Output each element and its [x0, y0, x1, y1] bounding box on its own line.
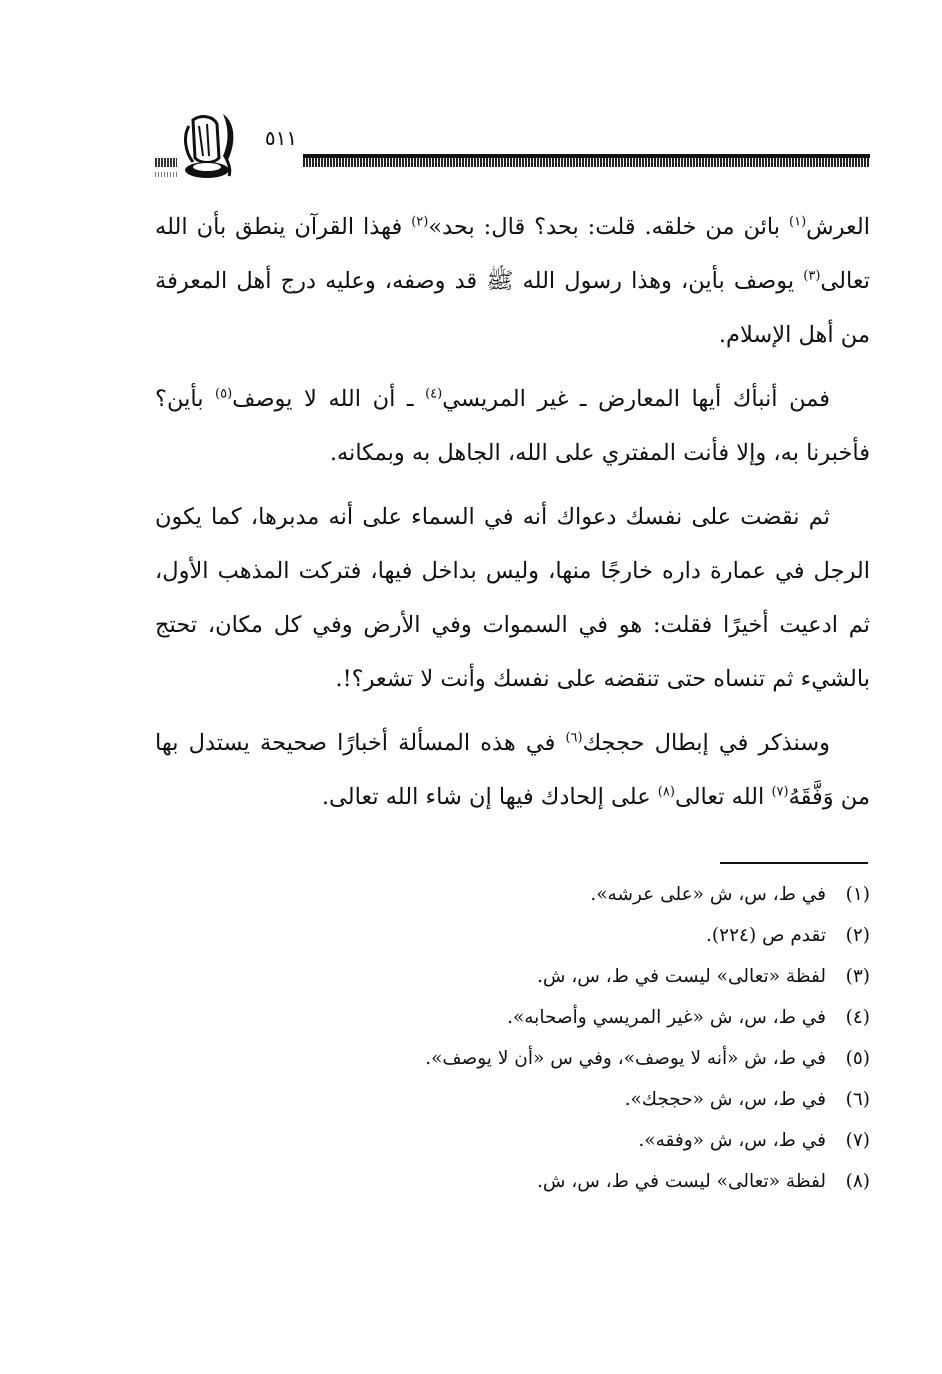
footnote-marker: (٥): [215, 386, 233, 402]
footnote-item: [155, 997, 870, 1038]
footnote-text: في ط، س، ش «غير المريسي وأصحابه».: [507, 1007, 826, 1028]
footnote-item: [155, 1161, 870, 1202]
footnote-item: [155, 915, 870, 956]
page-number: ٥١١: [264, 126, 298, 150]
footnote-text: لفظة «تعالى» ليست في ط، س، ش.: [536, 966, 826, 987]
footnote-text: في ط، ش «أنه لا يوصف»، وفي س «أن لا يوصف».: [425, 1048, 826, 1069]
paragraph-text: العرش: [806, 214, 870, 240]
paragraph-text: وسنذكر في إبطال حججك: [582, 730, 830, 756]
footnote-marker: (٦): [565, 730, 583, 746]
footnote-number: (٤): [845, 1007, 870, 1028]
paragraph-text: بأين؟ فأخبرنا به، وإلا فأنت المفتري على الله، الجاهل به وبمكانه.: [155, 386, 870, 466]
header-rule-small: [155, 158, 177, 167]
footnote-separator: [720, 862, 868, 864]
footnote-marker: (٣): [803, 268, 821, 284]
footnote-text: في ط، س، ش «على عرشه».: [590, 884, 826, 905]
paragraph-text: بائن من خلقه. قلت: بحد؟ قال: بحد»: [428, 214, 790, 240]
paragraph-text: الله تعالى: [674, 784, 772, 810]
footnote-text: تقدم ص (٢٢٤).: [706, 925, 826, 946]
footnote-number: (٧): [845, 1130, 870, 1151]
footnotes-list: [155, 874, 870, 1202]
footnote-item: [155, 874, 870, 915]
body-paragraph: [155, 372, 870, 480]
paragraph-text: فمن أنبأك أيها المعارض ـ غير المريسي: [442, 386, 830, 412]
quill-inkwell-ornament: [179, 112, 241, 182]
body-paragraph: [155, 200, 870, 362]
footnote-item: [155, 1120, 870, 1161]
page-header: [155, 112, 870, 190]
footnote-marker: (٧): [771, 784, 789, 800]
header-rule: [303, 154, 870, 167]
main-text: [155, 200, 870, 834]
footnote-marker: (٢): [411, 214, 429, 230]
footnote-marker: (٤): [425, 386, 443, 402]
footnote-number: (٦): [845, 1089, 870, 1110]
body-paragraph: [155, 490, 870, 706]
footnote-text: لفظة «تعالى» ليست في ط، س، ش.: [536, 1171, 826, 1192]
paragraph-text: ثم نقضت على نفسك دعواك أنه في السماء على أنه مدبرها، كما يكون الرجل في عمارة داره خارجًا منها، وليس بداخل فيها، فتركت المذهب الأول، ثم ادعيت أخيرًا فقلت: هو في السموات وفي الأرض وفي كل مكان، تحتج بالشيء ثم تنساه حتى تنقضه على نفسك وأنت لا تشعر؟!.: [155, 504, 870, 692]
footnote-number: (٥): [845, 1048, 870, 1069]
footnote-number: (٨): [845, 1171, 870, 1192]
footnote-item: [155, 1079, 870, 1120]
footnote-item: [155, 1038, 870, 1079]
paragraph-text: يوصف بأين، وهذا رسول الله ﷺ قد وصفه، وعليه درج أهل المعرفة من أهل الإسلام.: [155, 268, 870, 348]
footnote-number: (٣): [845, 966, 870, 987]
header-rule-small-lower: [155, 172, 177, 177]
footnote-number: (١): [845, 884, 870, 905]
paragraph-text: فهذا القرآن ينطق بأن الله تعالى: [155, 214, 870, 294]
paragraph-text: ـ أن الله لا يوصف: [232, 386, 426, 412]
footnote-text: في ط، س، ش «حججك».: [624, 1089, 826, 1110]
footnote-marker: (٨): [657, 784, 675, 800]
footnote-marker: (١): [789, 214, 807, 230]
paragraph-text: على إلحادك فيها إن شاء الله تعالى.: [321, 784, 658, 810]
footnote-text: في ط، س، ش «وفقه».: [638, 1130, 826, 1151]
footnote-number: (٢): [845, 925, 870, 946]
paragraph-text: في هذه المسألة أخبارًا صحيحة يستدل بها من وَفَّقَهُ: [155, 730, 870, 810]
footnote-item: [155, 956, 870, 997]
body-paragraph: [155, 716, 870, 824]
